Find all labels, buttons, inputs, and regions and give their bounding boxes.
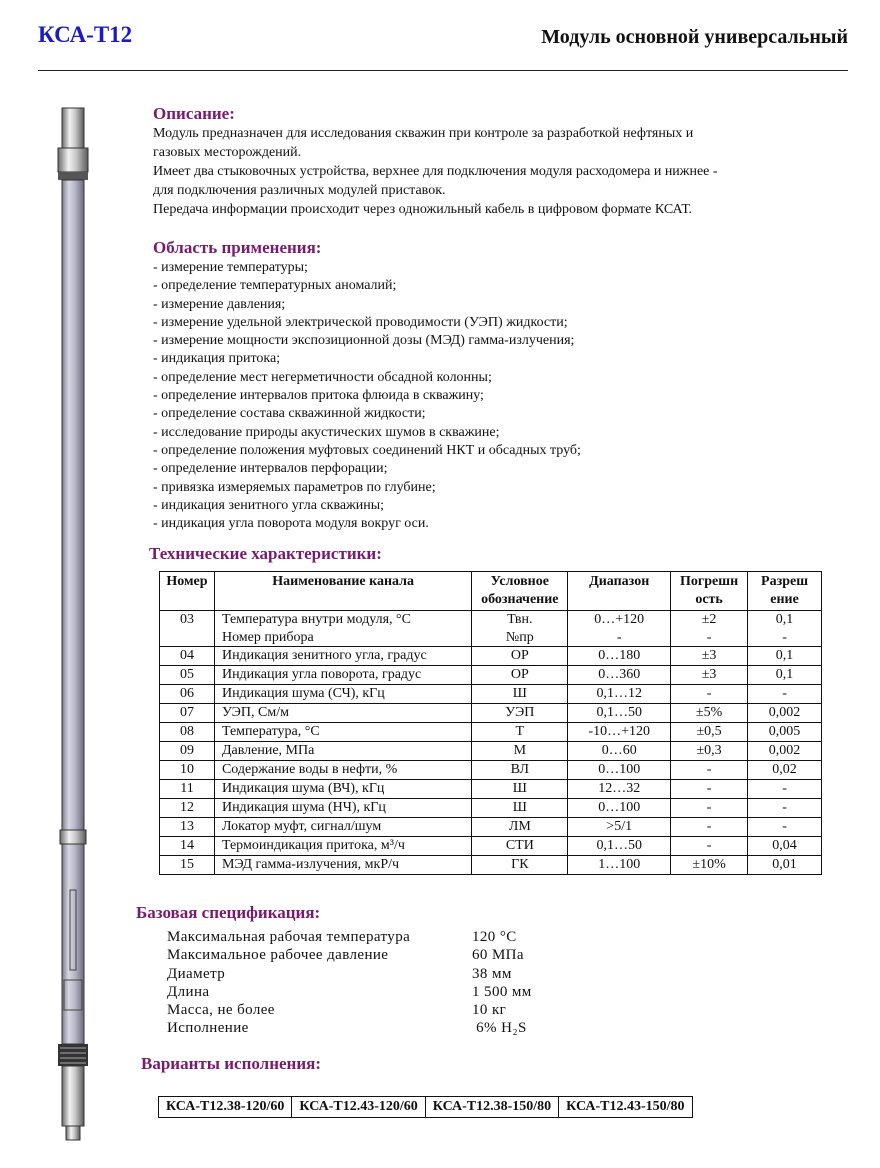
- base-spec-list: [167, 928, 532, 1038]
- cell-num: 03: [160, 611, 215, 647]
- cell-num: 06: [160, 685, 215, 704]
- description-line: для подключения различных модулей приставок.: [153, 183, 446, 198]
- table-header-row: [160, 572, 822, 611]
- col-header-symbol: Условное обозначение: [472, 572, 568, 611]
- cell-range: 0,1…50: [568, 837, 671, 856]
- cell-num: 13: [160, 818, 215, 837]
- cell-range: 0…180: [568, 647, 671, 666]
- spec-value: 38 мм: [472, 965, 512, 982]
- cell-num: 15: [160, 856, 215, 875]
- cell-num: 14: [160, 837, 215, 856]
- table-row: [160, 761, 822, 780]
- cell-num: 10: [160, 761, 215, 780]
- description-line: Передача информации происходит через одножильный кабель в цифровом формате КСАТ.: [153, 202, 693, 217]
- table-row: [160, 818, 822, 837]
- applications-title: Область применения:: [153, 238, 322, 257]
- cell-range: 0,1…50: [568, 704, 671, 723]
- table-row: [160, 611, 822, 647]
- col-header-resolution: Разреш ение: [748, 572, 822, 611]
- description-text: [153, 124, 823, 219]
- variants-table: [158, 1096, 693, 1118]
- cell-name: МЭД гамма-излучения, мкР/ч: [214, 856, 471, 875]
- list-item: - индикация угла поворота модуля вокруг оси.: [153, 516, 429, 532]
- cell-resolution: -: [748, 685, 822, 704]
- list-item: - определение мест негерметичности обсадной колонны;: [153, 369, 492, 385]
- cell-name: УЭП, См/м: [214, 704, 471, 723]
- list-item: - определение интервалов перфорации;: [153, 461, 388, 477]
- cell-range: 0,1…12: [568, 685, 671, 704]
- cell-resolution: 0,002: [748, 742, 822, 761]
- cell-error: ±3: [671, 647, 748, 666]
- spec-row: [167, 983, 532, 1001]
- cell-name: Содержание воды в нефти, %: [214, 761, 471, 780]
- spec-row: [167, 928, 532, 946]
- cell-name: Индикация угла поворота, градус: [214, 666, 471, 685]
- spec-value: 1 500 мм: [472, 983, 532, 1000]
- table-row: [160, 704, 822, 723]
- cell-resolution: -: [748, 818, 822, 837]
- cell-error: -: [671, 799, 748, 818]
- cell-error: -: [671, 837, 748, 856]
- cell-resolution: 0,005: [748, 723, 822, 742]
- cell-num: 12: [160, 799, 215, 818]
- cell-symbol: СТИ: [472, 837, 568, 856]
- table-row: [160, 799, 822, 818]
- product-title: Модуль основной универсальный: [541, 26, 848, 48]
- base-spec-title: Базовая спецификация:: [136, 903, 321, 922]
- cell-name: Температура, °С: [214, 723, 471, 742]
- cell-error: ±0,5: [671, 723, 748, 742]
- cell-symbol: Т: [472, 723, 568, 742]
- list-item: - определение состава скважинной жидкости;: [153, 406, 426, 422]
- cell-symbol: ВЛ: [472, 761, 568, 780]
- spec-key: Длина: [167, 983, 210, 1000]
- list-item: - индикация зенитного угла скважины;: [153, 497, 385, 513]
- spec-value: 10 кг: [472, 1002, 507, 1019]
- spec-key: Максимальная рабочая температура: [167, 929, 411, 945]
- cell-name: Давление, МПа: [214, 742, 471, 761]
- cell-symbol: УЭП: [472, 704, 568, 723]
- table-row: [160, 856, 822, 875]
- table-row: [160, 666, 822, 685]
- list-item: - измерение мощности экспозиционной дозы (МЭД) гамма-излучения;: [153, 333, 575, 349]
- table-row: [160, 647, 822, 666]
- cell-resolution: 0,01: [748, 856, 822, 875]
- spec-row: [167, 965, 532, 983]
- spec-value: 60 МПа: [472, 947, 524, 964]
- cell-range: 0…60: [568, 742, 671, 761]
- header-divider: [38, 70, 848, 71]
- specs-table: [159, 571, 822, 875]
- spec-key: Диаметр: [167, 965, 226, 982]
- specs-title: Технические характеристики:: [149, 544, 382, 563]
- spec-row: [167, 946, 532, 964]
- list-item: - индикация притока;: [153, 351, 281, 367]
- cell-num: 09: [160, 742, 215, 761]
- cell-name: Термоиндикация притока, м³/ч: [214, 837, 471, 856]
- table-row: [160, 780, 822, 799]
- list-item: - измерение давления;: [153, 296, 286, 312]
- cell-symbol: ОР: [472, 666, 568, 685]
- cell-name: Индикация зенитного угла, градус: [214, 647, 471, 666]
- description-line: Модуль предназначен для исследования скважин при контроле за разработкой нефтяных и: [153, 126, 694, 141]
- cell-error: -: [671, 780, 748, 799]
- tool-image: [48, 100, 98, 1150]
- cell-range: 0…360: [568, 666, 671, 685]
- table-row: [160, 742, 822, 761]
- variant-cell: КСА-Т12.38-150/80: [426, 1097, 559, 1117]
- description-title: Описание:: [153, 104, 235, 123]
- cell-resolution: 0,02: [748, 761, 822, 780]
- variants-title: Варианты исполнения:: [141, 1054, 321, 1073]
- list-item: - определение положения муфтовых соединений НКТ и обсадных труб;: [153, 442, 581, 458]
- applications-list: [153, 259, 833, 533]
- cell-range: 12…32: [568, 780, 671, 799]
- cell-resolution: 0,1: [748, 666, 822, 685]
- product-code: КСА-Т12: [38, 22, 133, 47]
- cell-name: Индикация шума (СЧ), кГц: [214, 685, 471, 704]
- cell-resolution: 0,002: [748, 704, 822, 723]
- cell-name: Индикация шума (ВЧ), кГц: [214, 780, 471, 799]
- col-header-error: Погрешн ость: [671, 572, 748, 611]
- cell-range: 0…+120 -: [568, 611, 671, 647]
- description-line: Имеет два стыковочных устройства, верхнее для подключения модуля расходомера и нижнее -: [153, 164, 718, 179]
- col-header-name: Наименование канала: [214, 572, 471, 611]
- cell-num: 08: [160, 723, 215, 742]
- cell-error: ±0,3: [671, 742, 748, 761]
- cell-name: Локатор муфт, сигнал/шум: [214, 818, 471, 837]
- description-line: газовых месторождений.: [153, 145, 302, 160]
- cell-num: 04: [160, 647, 215, 666]
- cell-num: 05: [160, 666, 215, 685]
- list-item: - исследование природы акустических шумов в скважине;: [153, 424, 500, 440]
- cell-resolution: 0,1: [748, 647, 822, 666]
- cell-symbol: Ш: [472, 799, 568, 818]
- spec-value: 6% H₂S: [472, 1020, 527, 1037]
- cell-symbol: Твн. №пр: [472, 611, 568, 647]
- spec-value: 120 °С: [472, 929, 517, 945]
- cell-resolution: 0,04: [748, 837, 822, 856]
- table-row: [160, 685, 822, 704]
- cell-error: -: [671, 761, 748, 780]
- cell-resolution: -: [748, 799, 822, 818]
- cell-error: ±3: [671, 666, 748, 685]
- cell-range: 0…100: [568, 799, 671, 818]
- spec-key: Масса, не более: [167, 1002, 275, 1019]
- list-item: - привязка измеряемых параметров по глубине;: [153, 479, 436, 495]
- cell-symbol: М: [472, 742, 568, 761]
- cell-error: -: [671, 685, 748, 704]
- cell-resolution: 0,1 -: [748, 611, 822, 647]
- cell-symbol: ЛМ: [472, 818, 568, 837]
- table-row: [160, 723, 822, 742]
- cell-symbol: Ш: [472, 685, 568, 704]
- cell-num: 07: [160, 704, 215, 723]
- table-row: [160, 837, 822, 856]
- cell-error: ±5%: [671, 704, 748, 723]
- spec-row: [167, 1019, 532, 1037]
- cell-resolution: -: [748, 780, 822, 799]
- spec-key: Исполнение: [167, 1020, 249, 1037]
- cell-name: Индикация шума (НЧ), кГц: [214, 799, 471, 818]
- cell-range: 0…100: [568, 761, 671, 780]
- spec-key: Максимальное рабочее давление: [167, 947, 389, 964]
- cell-name: Температура внутри модуля, °С Номер прибора: [214, 611, 471, 647]
- list-item: - измерение температуры;: [153, 260, 308, 275]
- cell-error: ±2 -: [671, 611, 748, 647]
- spec-row: [167, 1001, 532, 1019]
- col-header-range: Диапазон: [568, 572, 671, 611]
- col-header-num: Номер: [160, 572, 215, 611]
- cell-error: ±10%: [671, 856, 748, 875]
- cell-range: -10…+120: [568, 723, 671, 742]
- cell-symbol: Ш: [472, 780, 568, 799]
- cell-num: 11: [160, 780, 215, 799]
- cell-error: -: [671, 818, 748, 837]
- list-item: - определение интервалов притока флюида в скважину;: [153, 388, 484, 404]
- variant-cell: КСА-Т12.43-150/80: [566, 1099, 685, 1114]
- variant-cell: КСА-Т12.43-120/60: [292, 1097, 425, 1117]
- variant-cell: КСА-Т12.38-120/60: [159, 1097, 292, 1117]
- list-item: - измерение удельной электрической проводимости (УЭП) жидкости;: [153, 314, 568, 330]
- list-item: - определение температурных аномалий;: [153, 278, 397, 294]
- cell-range: >5/1: [568, 818, 671, 837]
- cell-symbol: ОР: [472, 647, 568, 666]
- cell-range: 1…100: [568, 856, 671, 875]
- cell-symbol: ГК: [472, 856, 568, 875]
